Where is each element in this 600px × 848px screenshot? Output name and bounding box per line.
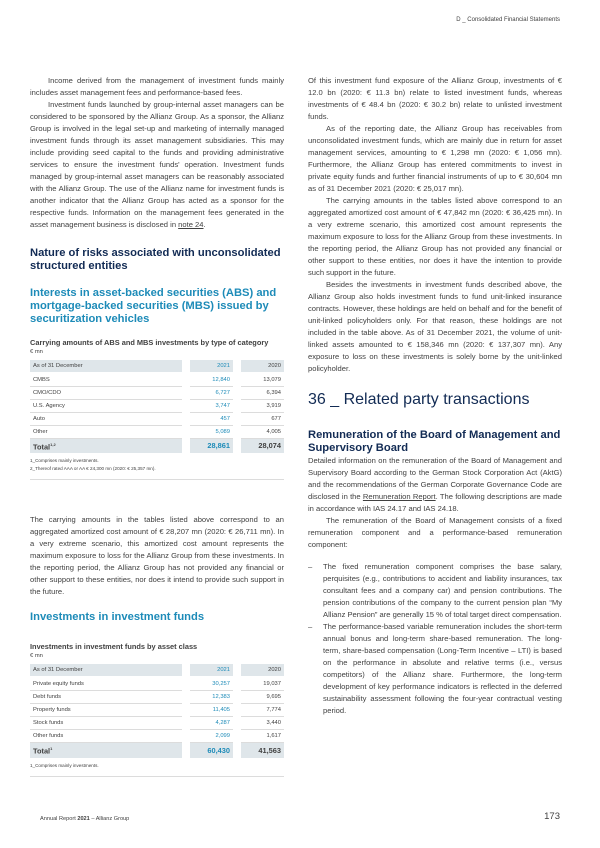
header-2021: 2021 — [190, 664, 233, 678]
value-2020: 1,617 — [241, 730, 284, 743]
total-label — [30, 439, 182, 453]
total-2020: 28,074 — [241, 439, 284, 453]
table-total-row — [30, 743, 284, 757]
row-label: Private equity funds — [30, 678, 182, 691]
heading-investment-funds: Investments in investment funds — [30, 611, 205, 624]
running-header — [456, 17, 560, 23]
paragraph: Income derived from the management of investment funds mainly includes asset management fees and performance-based fees. — [30, 76, 284, 97]
table-footnotes — [30, 457, 284, 480]
list-item: – The fixed remuneration component comprises the base salary, perquisites (e.g., contributions to accident and liability insurances, tax consultant fees and a company car) and pension contributions. The pension contributions of the company to the current pension plan “My Allianz Pension” are generally 15 % of total target direct compensation. — [308, 561, 562, 621]
footer-report-label: Annual Report — [40, 816, 76, 822]
remuneration-components-list — [308, 561, 562, 717]
table-row — [30, 717, 284, 730]
value-2021: 4,287 — [190, 717, 233, 730]
table-header-row — [30, 360, 284, 374]
list-item: – The performance-based variable remuneration includes the short-term annual bonus and long-term share-based remuneration. The long-term, share-based compensation (Long-Term Incentive – LTI) is based on the performance in absolute and relative terms (i.e., versus competitors) of the Allianz share. Furthermore, the long-term development of key performance indicators is reflected in the deferred sustainability assessment following the four-year contractual vesting period. — [308, 621, 562, 717]
paragraph: Besides the investments in investment funds described above, the Allianz Group also holds investment funds to fund unit-linked insurance contracts. However, these holdings are held on behalf and for the benefit of unit-linked policyholders only. For that reason, these holdings are not included in the table above. As of 31 December 2021, the volume of unit-linked assets amounted to € 158,346 mn (2020: € 137,307 mn). Any exposure to loss on these investments is solely borne by the unit-linked policyholder. — [308, 280, 562, 373]
abs-mbs-table-block — [30, 338, 284, 480]
table-footnotes — [30, 762, 284, 777]
table-row — [30, 691, 284, 704]
total-2021: 28,861 — [190, 439, 233, 453]
value-2021: 11,405 — [190, 704, 233, 717]
value-2020: 9,695 — [241, 691, 284, 704]
table-unit: € mn — [30, 349, 43, 355]
table-row — [30, 400, 284, 413]
table-row — [30, 413, 284, 426]
footnote-ref: 1,2 — [50, 442, 56, 447]
paragraph-text: Detailed information on the remuneration of the Board of Management and Supervisory Board according to the German Stock Corporation Act (AktG) and the recommendations of the German Corporate Governance Code are disclosed in the — [308, 456, 562, 501]
row-label: CMBS — [30, 374, 182, 387]
value-2021: 30,257 — [190, 678, 233, 691]
value-2021: 12,840 — [190, 374, 233, 387]
paragraph: As of the reporting date, the Allianz Group has receivables from unconsolidated investment funds, which are mainly due in return for asset management services, amounting to € 1,298 mn (2020: € 1,056 mn). Furthermore, the Allianz Group has entered commitments to invest in private equity funds and further financial instruments of up to € 30,604 mn as of 31 December 2021 (2020: € 25,017 mn). — [308, 124, 562, 193]
paragraph-text: . The following descriptions are made in accordance with IAS 24.17 and IAS 24.18. — [308, 492, 562, 513]
footnote: 2_Thereof rated AAA or AA € 24,300 mn (2020: € 25,357 mn). — [30, 466, 156, 472]
investment-funds-table — [30, 664, 284, 757]
abs-mbs-table — [30, 360, 284, 453]
value-2020: 4,005 — [241, 426, 284, 439]
left-column — [30, 75, 284, 777]
header-2020: 2020 — [241, 360, 284, 374]
note-24-link[interactable]: note 24 — [178, 220, 204, 229]
row-label: CMO/CDO — [30, 387, 182, 400]
value-2020: 677 — [241, 413, 284, 426]
total-label — [30, 743, 182, 757]
total-text: Total — [33, 746, 51, 756]
value-2021: 12,383 — [190, 691, 233, 704]
header-label: As of 31 December — [30, 360, 182, 374]
value-2020: 19,037 — [241, 678, 284, 691]
remuneration-report-link[interactable]: Remuneration Report — [362, 492, 436, 501]
total-text: Total — [33, 442, 51, 452]
section-heading-related-party: 36 _ Related party transactions — [308, 391, 530, 408]
value-2021: 3,747 — [190, 400, 233, 413]
row-label: U.S. Agency — [30, 400, 182, 413]
value-2020: 13,079 — [241, 374, 284, 387]
right-column — [308, 75, 562, 717]
footnote: 1_Comprises mainly investments. — [30, 762, 99, 768]
heading-abs-mbs: Interests in asset-backed securities (ABS) and mortgage-backed securities (MBS) issued by securitization vehicles — [30, 287, 277, 325]
row-label: Auto — [30, 413, 182, 426]
total-2020: 41,563 — [241, 743, 284, 757]
investment-funds-table-block — [30, 642, 284, 776]
row-label: Property funds — [30, 704, 182, 717]
value-2021: 457 — [190, 413, 233, 426]
footer-year: 2021 — [77, 816, 90, 822]
table-row — [30, 704, 284, 717]
footnote: 1_Comprises mainly investments. — [30, 458, 99, 464]
value-2020: 7,774 — [241, 704, 284, 717]
table-title: Carrying amounts of ABS and MBS investments by type of category — [30, 338, 269, 347]
paragraph — [308, 455, 562, 515]
paragraph: The carrying amounts in the tables listed above correspond to an aggregated amortized cost amount of € 47,842 mn (2020: € 36,425 mn). In a very extreme scenario, this amortized cost amount represents the maximum exposure to loss for the Allianz Group from these investments. In the reporting period, the Allianz Group has not provided any financial or other support to these entities, nor does it have the intention to provide such support in the future. — [308, 196, 562, 277]
table-header-row — [30, 664, 284, 678]
paragraph: The remuneration of the Board of Management consists of a fixed remuneration component and a performance-based remuneration component: — [308, 516, 562, 549]
page-footer — [40, 816, 129, 822]
footer-company: – Allianz Group — [91, 816, 130, 822]
header-2020: 2020 — [241, 664, 284, 678]
row-label: Other funds — [30, 730, 182, 743]
value-2021: 6,727 — [190, 387, 233, 400]
value-2021: 2,099 — [190, 730, 233, 743]
row-label: Debt funds — [30, 691, 182, 704]
paragraph: Of this investment fund exposure of the Allianz Group, investments of € 12.0 bn (2020: € 11.3 bn) relate to listed investment funds, whereas investments of € 48.4 bn (2020: € 30.2 bn) relate to unlisted investment funds. — [308, 76, 562, 121]
value-2020: 6,394 — [241, 387, 284, 400]
paragraph: The carrying amounts in the tables listed above correspond to an aggregated amortized cost amount of € 28,207 mn (2020: € 26,711 mn). In a very extreme scenario, this amortized cost amount represents the maximum exposure to loss for the Allianz Group from these investments. In the reporting period, the Allianz Group has not provided any financial or other support to these entities, nor does it intend to provide such support in the future. — [30, 515, 284, 597]
table-unit: € mn — [30, 653, 43, 660]
table-row — [30, 387, 284, 400]
row-label: Stock funds — [30, 717, 182, 730]
heading-remuneration: Remuneration of the Board of Management and Supervisory Board — [308, 429, 561, 454]
table-row — [30, 678, 284, 691]
header-2021: 2021 — [190, 360, 233, 374]
header-section-title: D _ Consolidated Financial Statements — [456, 17, 560, 23]
table-total-row — [30, 439, 284, 453]
page-number: 173 — [544, 811, 560, 822]
value-2020: 3,440 — [241, 717, 284, 730]
table-row — [30, 730, 284, 743]
total-2021: 60,430 — [190, 743, 233, 757]
row-label: Other — [30, 426, 182, 439]
footnote-ref: 1 — [50, 746, 53, 752]
paragraph-text: . — [203, 220, 206, 229]
table-row — [30, 374, 284, 387]
paragraph-text: Investment funds launched by group-internal asset managers can be considered to be sponsored by the Allianz Group. As a sponsor, the Allianz Group is involved in the legal set-up and marketing of internally managed investment funds through its asset management subsidiaries. This may include providing seed capital to the funds and providing administrative services to ensure the investment funds' operation. Investment funds managed by group-internal asset managers can be reasonably associated with the Allianz Group. The use of the Allianz name for investment funds is another indicator that the Allianz Group has acted as a sponsor for the respective funds. Information on the management fees generated in the asset management business is disclosed in — [30, 100, 284, 229]
table-title: Investments in investment funds by asset class — [30, 642, 198, 652]
table-row — [30, 426, 284, 439]
value-2021: 5,089 — [190, 426, 233, 439]
value-2020: 3,919 — [241, 400, 284, 413]
header-label: As of 31 December — [30, 664, 182, 678]
heading-nature-of-risks: Nature of risks associated with unconsolidated structured entities — [30, 247, 281, 272]
paragraph — [30, 99, 284, 231]
